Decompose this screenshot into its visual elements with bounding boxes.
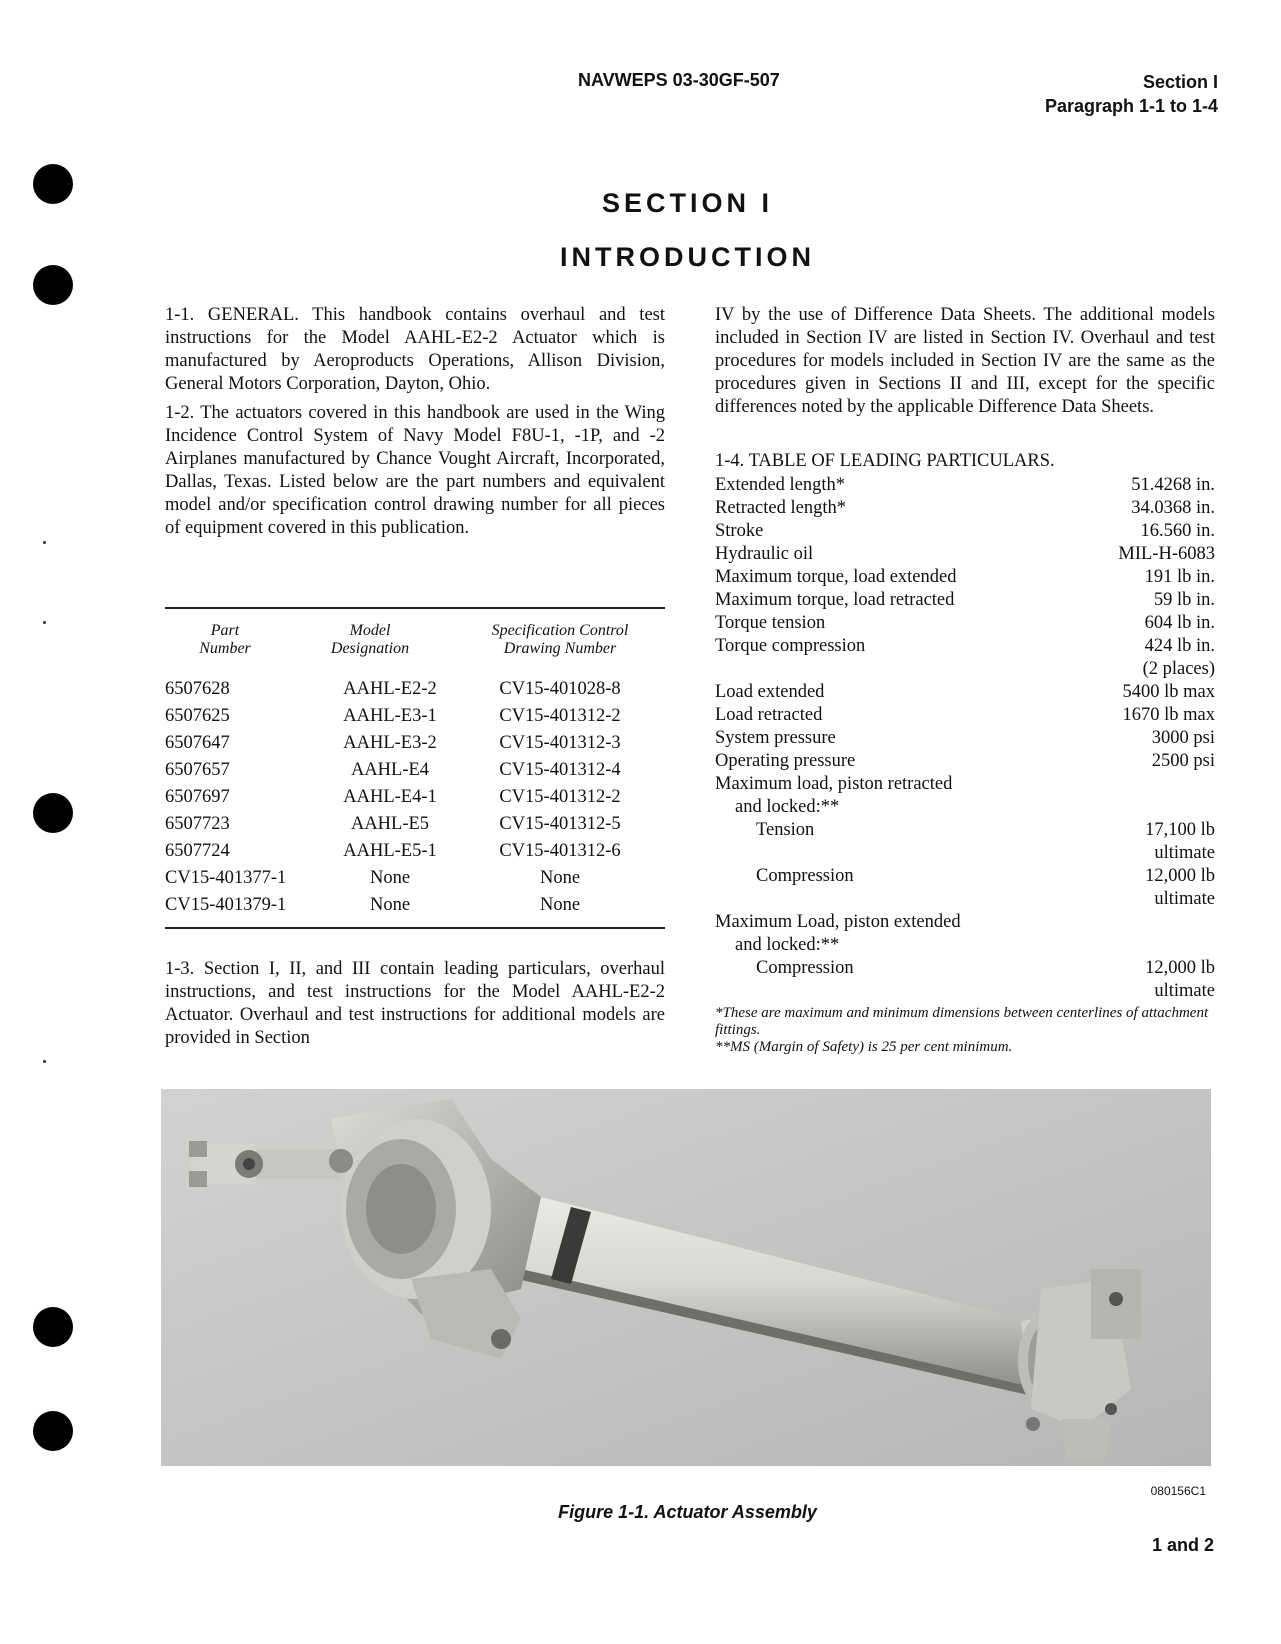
leading-particulars-list bbox=[715, 474, 1215, 1003]
header-spec-drawing: Specification Control Drawing Number bbox=[491, 622, 629, 657]
table-row: 6507657 AAHL-E4 CV15-401312-4 bbox=[165, 760, 621, 780]
list-item: Torque tension 604 lb in. bbox=[715, 613, 1215, 633]
list-item: Load extended 5400 lb max bbox=[715, 682, 1215, 702]
punch-hole bbox=[33, 1307, 73, 1347]
header-model-designation: Model Designation bbox=[330, 622, 410, 657]
paragraph-1-3-continued: IV by the use of Difference Data Sheets. The additional models included in Section IV are listed in Section IV. Overhaul and test procedures for models included in Section IV are the same as the procedures given in Sections II and III, except for the specific differences noted by the applicable Difference Data Sheets. bbox=[715, 305, 1215, 417]
punch-hole bbox=[33, 1411, 73, 1451]
table-row: 6507697 AAHL-E4-1 CV15-401312-2 bbox=[165, 787, 621, 807]
list-item: Operating pressure 2500 psi bbox=[715, 751, 1215, 771]
scan-fleck bbox=[43, 1060, 46, 1063]
footnotes bbox=[715, 1005, 1215, 1056]
section-name: INTRODUCTION bbox=[560, 242, 815, 272]
header-paragraph: Paragraph 1-1 to 1-4 bbox=[1044, 96, 1218, 116]
header-section-ref bbox=[1045, 70, 1218, 118]
footnote-margin-of-safety: **MS (Margin of Safety) is 25 per cent minimum. bbox=[715, 1039, 1013, 1055]
table-row: 6507724 AAHL-E5-1 CV15-401312-6 bbox=[165, 841, 621, 861]
table-row: 6507647 AAHL-E3-2 CV15-401312-3 bbox=[165, 733, 621, 753]
section-title: SECTION I bbox=[601, 188, 773, 218]
photo-id: 080156C1 bbox=[1150, 1484, 1206, 1498]
leading-particulars-title: 1-4. TABLE OF LEADING PARTICULARS. bbox=[715, 451, 1055, 471]
table-body bbox=[165, 676, 665, 927]
punch-hole bbox=[33, 793, 73, 833]
list-item: Tension 17,100 lb bbox=[756, 820, 1215, 840]
header-section: Section I bbox=[1142, 72, 1218, 92]
list-item: Stroke 16.560 in. bbox=[715, 521, 1215, 541]
figure-caption: Figure 1-1. Actuator Assembly bbox=[558, 1502, 817, 1522]
list-item: ultimate bbox=[1154, 981, 1215, 1001]
table-row: CV15-401379-1 None None bbox=[165, 895, 581, 915]
scan-fleck bbox=[43, 541, 46, 544]
paragraph-1-1: 1-1. GENERAL. This handbook contains overhaul and test instructions for the Model AAHL-E2-2 Actuator which is manufactured by Aeroproducts Operations, Allison Division, General Motors Corporation, Dayton, Ohio. bbox=[165, 305, 665, 394]
actuator-photo bbox=[161, 1089, 1211, 1466]
list-item: (2 places) bbox=[1142, 659, 1215, 679]
table-row: CV15-401377-1 None None bbox=[165, 868, 581, 888]
header-part-number: Part Number bbox=[199, 622, 251, 657]
list-item: and locked:** bbox=[735, 935, 840, 955]
list-item: Torque compression 424 lb in. bbox=[715, 636, 1215, 656]
part-number-table bbox=[165, 607, 665, 929]
list-item: Retracted length* 34.0368 in. bbox=[715, 498, 1215, 518]
list-item: Load retracted 1670 lb max bbox=[715, 705, 1215, 725]
table-row: 6507628 AAHL-E2-2 CV15-401028-8 bbox=[165, 679, 621, 699]
list-item: and locked:** bbox=[735, 797, 840, 817]
page-number: 1 and 2 bbox=[1151, 1535, 1214, 1555]
list-item: Maximum torque, load extended 191 lb in. bbox=[715, 567, 1215, 587]
list-item: ultimate bbox=[1154, 843, 1215, 863]
list-item: Hydraulic oil MIL-H-6083 bbox=[715, 544, 1215, 564]
doc-number: NAVWEPS 03-30GF-507 bbox=[578, 70, 780, 90]
paragraph-1-2: 1-2. The actuators covered in this handbook are used in the Wing Incidence Control System of Navy Model F8U-1, -1P, and -2 Airplanes manufactured by Chance Vought Aircraft, Incorporated, Dallas, Texas. Listed below are the part numbers and equivalent model and/or specification control drawing number for all pieces of equipment covered in this publication. bbox=[165, 403, 665, 538]
table-header bbox=[165, 609, 665, 676]
list-item: Compression 12,000 lb bbox=[756, 958, 1215, 978]
paragraph-1-3: 1-3. Section I, II, and III contain leading particulars, overhaul instructions, and test instructions for the Model AAHL-E2-2 Actuator. Overhaul and test instructions for additional models are provided in Section bbox=[165, 959, 665, 1048]
list-item: Maximum load, piston retracted bbox=[715, 774, 953, 794]
left-column-intro bbox=[165, 304, 665, 546]
table-row: 6507625 AAHL-E3-1 CV15-401312-2 bbox=[165, 706, 621, 726]
list-item: Maximum Load, piston extended bbox=[715, 912, 961, 932]
list-item: System pressure 3000 psi bbox=[715, 728, 1215, 748]
table-row: 6507723 AAHL-E5 CV15-401312-5 bbox=[165, 814, 621, 834]
footnote-dimensions: *These are maximum and minimum dimensions between centerlines of attachment fittings. bbox=[715, 1005, 1209, 1038]
actuator-illustration bbox=[161, 1089, 1211, 1466]
list-item: ultimate bbox=[1154, 889, 1215, 909]
list-item: Extended length* 51.4268 in. bbox=[715, 475, 1215, 495]
scan-fleck bbox=[43, 621, 46, 624]
list-item: Maximum torque, load retracted 59 lb in. bbox=[715, 590, 1215, 610]
list-item: Compression 12,000 lb bbox=[756, 866, 1215, 886]
